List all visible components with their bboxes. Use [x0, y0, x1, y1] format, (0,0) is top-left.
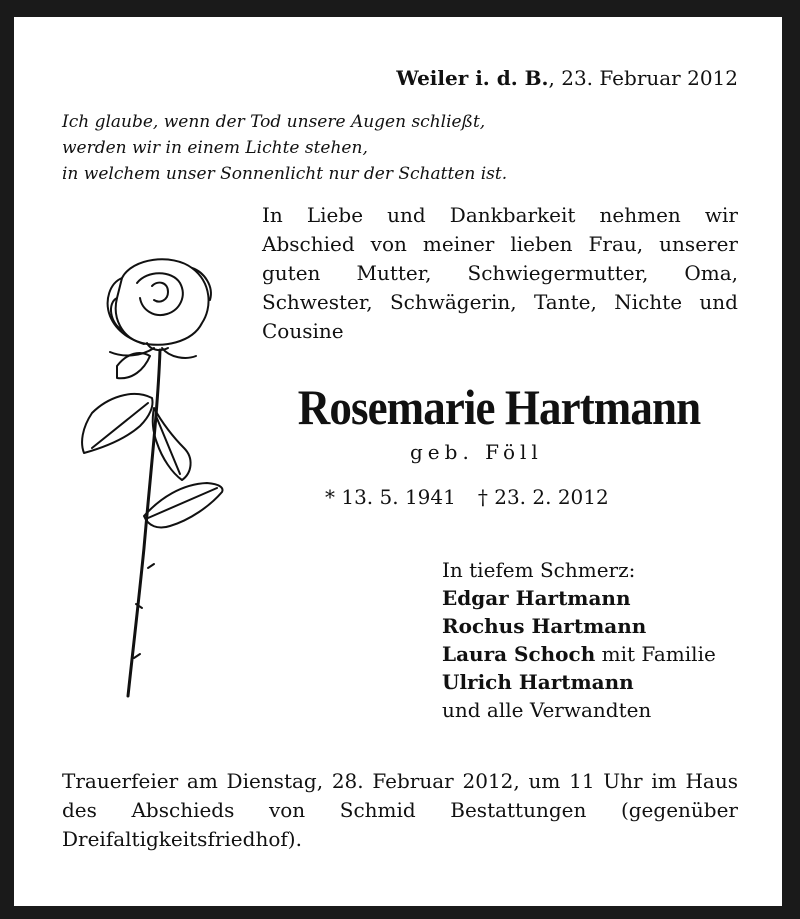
motto-quote [62, 109, 507, 187]
mourners-block [442, 556, 716, 724]
mourner-name: Ulrich Hartmann [442, 670, 634, 694]
life-dates [325, 485, 631, 509]
mourner-name: Rochus Hartmann [442, 614, 647, 638]
motto-line: in welchem unser Sonnenlicht nur der Schatten ist. [62, 164, 508, 184]
mourner-entry [442, 640, 716, 668]
mourner-suffix: mit Familie [595, 642, 716, 666]
funeral-info: Trauerfeier am Dienstag, 28. Februar 2012, um 11 Uhr im Haus des Abschieds von Schmid Bestattungen (gegenüber Dreifaltigkeitsfriedhof). [62, 769, 738, 851]
mourner-name: Edgar Hartmann [442, 586, 631, 610]
motto-line: werden wir in einem Lichte stehen, [62, 138, 368, 158]
birth-date: * 13. 5. 1941 [325, 485, 456, 509]
death-date: † 23. 2. 2012 [477, 485, 609, 509]
birth-name: geb. Föll [410, 440, 543, 464]
mourner-entry [442, 668, 716, 696]
motto-line: Ich glaube, wenn der Tod unsere Augen schließt, [62, 112, 486, 132]
mourners-closing: und alle Verwandten [442, 698, 652, 722]
rose-illustration [62, 248, 227, 703]
place: Weiler i. d. B. [396, 66, 549, 90]
dateline [396, 66, 738, 90]
deceased-name: Rosemarie Hartmann [297, 379, 701, 435]
mourner-entry [442, 612, 716, 640]
mourner-name: Laura Schoch [442, 642, 596, 666]
mourner-entry [442, 584, 716, 612]
mourners-heading: In tiefem Schmerz: [442, 558, 636, 582]
date: , 23. Februar 2012 [548, 66, 738, 90]
intro-text: In Liebe und Dankbarkeit nehmen wir Abschied von meiner lieben Frau, unserer guten Mutter, Schwiegermutter, Oma, Schwester, Schwägerin, Tante, Nichte und Cousine [262, 203, 738, 343]
